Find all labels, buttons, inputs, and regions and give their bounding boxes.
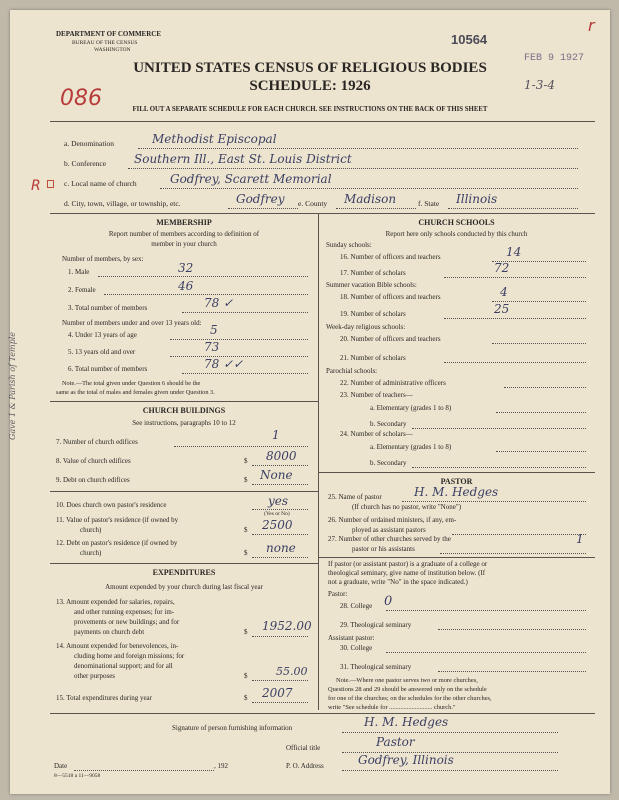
q31-label: 31. Theological seminary [340,663,412,671]
q1-label: 1. Male [68,268,90,276]
q26-label-line2: ployed as assistant pastors [352,526,426,534]
q15-total-value: 2007 [262,686,293,700]
po-address-label: P. O. Address [286,762,324,770]
q7-label: 7. Number of church edifices [56,438,138,446]
membership-intro2: member in your church [151,240,217,248]
membership-note-line1: Note.—The total given under Question 6 should be the [62,380,201,387]
q23b-label: b. Secondary [370,420,407,428]
q2-label: 2. Female [68,286,96,294]
q18-label: 18. Number of officers and teachers [340,293,441,301]
q8-dollar: $ [244,457,248,465]
bureau-name: BUREAU OF THE CENSUS [72,40,138,46]
q28-college-value: 0 [384,594,393,609]
q15-dollar: $ [244,694,248,702]
schools-heading: CHURCH SCHOOLS [418,218,495,227]
header-rule [50,121,595,122]
q13-label-line4: payments on church debt [74,628,145,636]
signature-value: H. M. Hedges [364,715,449,729]
q29-label: 29. Theological seminary [340,621,412,629]
q17-label: 17. Number of scholars [340,269,406,277]
graduate-note-line1: If pastor (or assistant pastor) is a graduate of a college or [328,560,488,568]
red-check-mark: r [588,16,595,35]
q3-total-value: 78 ✓ [204,296,234,310]
membership-note-line2: same as the total of males and females given under Question 3. [56,389,215,396]
graduate-note-line2: theological seminary, give name of institution below. (If [328,569,486,577]
q14-label-line1: 14. Amount expended for benevolences, in- [56,642,179,650]
buildings-heading: CHURCH BUILDINGS [142,406,226,415]
q6-total-value: 78 ✓✓ [204,357,244,371]
buildings-subheading: See instructions, paragraphs 10 to 12 [132,419,236,427]
q9-debt-value: None [260,468,293,482]
pastor-note-line4: write "See schedule for ........................... church." [328,704,456,711]
q25-label: 25. Name of pastor [328,493,382,501]
serial-number: 10564 [451,32,488,47]
column-divider [318,213,319,710]
weekday-schools-label: Week-day religious schools: [326,323,406,331]
q26-label-line1: 26. Number of ordained ministers, if any, em- [328,516,457,524]
q23-label: 23. Number of teachers— [340,391,413,399]
city-value: Godfrey [236,192,285,206]
official-title-value: Pastor [376,735,415,749]
form-code: 8—5518 a 11—9058 [54,773,101,779]
q27-label-line2: pastor or his assistants [352,545,415,553]
membership-intro1: Report number of members according to definition of [108,230,260,238]
q12-label-line2: church) [80,549,102,557]
q22-label: 22. Number of administrative officers [340,379,446,387]
state-value: Illinois [456,192,498,206]
date-label: Date [54,762,68,770]
census-schedule-sheet [10,10,610,794]
conference-label: b. Conference [64,159,107,168]
po-address-value: Godfrey, Illinois [358,753,454,767]
q11-label-line2: church) [80,526,102,534]
county-value: Madison [344,192,397,206]
expenditures-heading: EXPENDITURES [152,568,216,577]
q9-label: 9. Debt on church edifices [56,476,130,484]
received-stamp: FEB 9 1927 [524,53,585,64]
pastor-heading: PASTOR [440,477,473,486]
q15-label: 15. Total expenditures during year [56,694,152,702]
pastor-note-line1: Note.—Where one pastor serves two or more churches, [336,677,478,684]
q12-value: none [266,541,296,555]
members-by-sex-label: Number of members, by sex: [62,255,144,263]
conference-value: Southern Ill., East St. Louis District [134,152,352,166]
q11-dollar: $ [244,526,248,534]
q13-label-line1: 13. Amount expended for salaries, repairs, [56,598,175,606]
q11-value: 2500 [262,518,293,532]
date-year: , 192 [214,762,228,770]
q24-label: 24. Number of scholars— [340,430,413,438]
q13-value: 1952.00 [262,619,312,633]
q5-over13-value: 73 [204,340,220,354]
church-name-value: Godfrey, Scarett Memorial [170,172,332,186]
q14-value: 55.00 [276,665,308,678]
age-intro-label: Number of members under and over 13 years old: [62,319,202,327]
q3-label: 3. Total number of members [68,304,148,312]
pastor-note-line2: Questions 28 and 29 should be answered only on the schedule [328,686,487,693]
margin-pencil-note: Gave 1 & Parish of Temple [8,332,17,440]
pastor-sub-label: Pastor: [328,590,348,598]
graduate-note-line3: not a graduate, write "No" in the space indicated.) [328,578,468,586]
q27-label-line1: 27. Number of other churches served by the [328,535,451,543]
signature-label: Signature of person furnishing information [172,724,293,732]
assistant-pastor-label: Assistant pastor: [328,634,375,642]
q2-female-value: 46 [178,279,194,293]
state-label: f. State [418,199,440,208]
parochial-schools-label: Parochial schools: [326,367,378,375]
denomination-label: a. Denomination [64,139,114,148]
q24a-label: a. Elementary (grades 1 to 8) [370,443,452,451]
q24b-label: b. Secondary [370,459,407,467]
q27-value: 1 [576,532,584,546]
q21-label: 21. Number of scholars [340,354,406,362]
q13-label-line3: provements or new buildings; and for [74,618,180,626]
q1-male-value: 32 [178,261,194,275]
schools-subheading: Report here only schools conducted by this church [385,230,528,238]
q10-residence-value: yes [268,494,289,508]
q23a-label: a. Elementary (grades 1 to 8) [370,404,452,412]
q4-label: 4. Under 13 years of age [68,331,137,339]
q6-label: 6. Total number of members [68,365,148,373]
form-title: UNITED STATES CENSUS OF RELIGIOUS BODIES [133,60,487,76]
q12-label-line1: 12. Debt on pastor's residence (if owned by [56,539,178,547]
q25-pastor-name-value: H. M. Hedges [414,485,499,499]
q13-label-line2: and other running expenses; for im- [74,608,175,616]
q7-edifices-value: 1 [272,428,280,442]
q18-value: 4 [500,285,508,299]
expenditures-subheading: Amount expended by your church during last fiscal year [105,583,263,591]
q10-label: 10. Does church own pastor's residence [56,501,167,509]
q14-label-line3: denominational support; and for all [74,662,173,670]
official-title-label: Official title [286,744,321,752]
q5-label: 5. 13 years old and over [68,348,136,356]
dept-name: DEPARTMENT OF COMMERCE [56,30,162,38]
form-instruction: FILL OUT A SEPARATE SCHEDULE FOR EACH CHURCH. SEE INSTRUCTIONS ON THE BACK OF THIS SHEET [132,106,488,113]
q16-label: 16. Number of officers and teachers [340,253,441,261]
bureau-city: WASHINGTON [94,47,131,53]
q14-label-line4: other purposes [74,672,116,680]
sunday-schools-label: Sunday schools: [326,241,372,249]
q11-label-line1: 11. Value of pastor's residence (if owned by [56,516,179,524]
pastor-note-line3: for one of the churches; on the schedules for the other churches, [328,695,492,702]
yes-no-hint: (Yes or No) [264,511,290,517]
q19-value: 25 [494,302,510,316]
pencil-reference: 1-3-4 [524,78,556,92]
q19-label: 19. Number of scholars [340,310,406,318]
q13-dollar: $ [244,628,248,636]
q8-label: 8. Value of church edifices [56,457,131,465]
q25-hint: (If church has no pastor, write "None") [352,503,462,511]
form-subtitle: SCHEDULE: 1926 [249,78,371,94]
q17-value: 72 [494,261,510,275]
church-name-label: c. Local name of church [64,179,137,188]
q4-under13-value: 5 [210,323,218,337]
q14-dollar: $ [244,672,248,680]
red-code-mark: 086 [60,86,102,111]
q28-label: 28. College [340,602,373,610]
county-label: e. County [298,199,328,208]
q9-dollar: $ [244,476,248,484]
q14-label-line2: cluding home and foreign missions; for [74,652,185,660]
q30-label: 30. College [340,644,373,652]
membership-heading: MEMBERSHIP [156,218,212,227]
q8-value: 8000 [266,449,297,463]
margin-r-mark: R [31,178,41,194]
q16-value: 14 [506,245,522,259]
q12-dollar: $ [244,549,248,557]
city-label: d. City, town, village, or township, etc. [64,199,181,208]
denomination-value: Methodist Episcopal [152,132,277,146]
q20-label: 20. Number of officers and teachers [340,335,441,343]
summer-schools-label: Summer vacation Bible schools: [326,281,417,289]
